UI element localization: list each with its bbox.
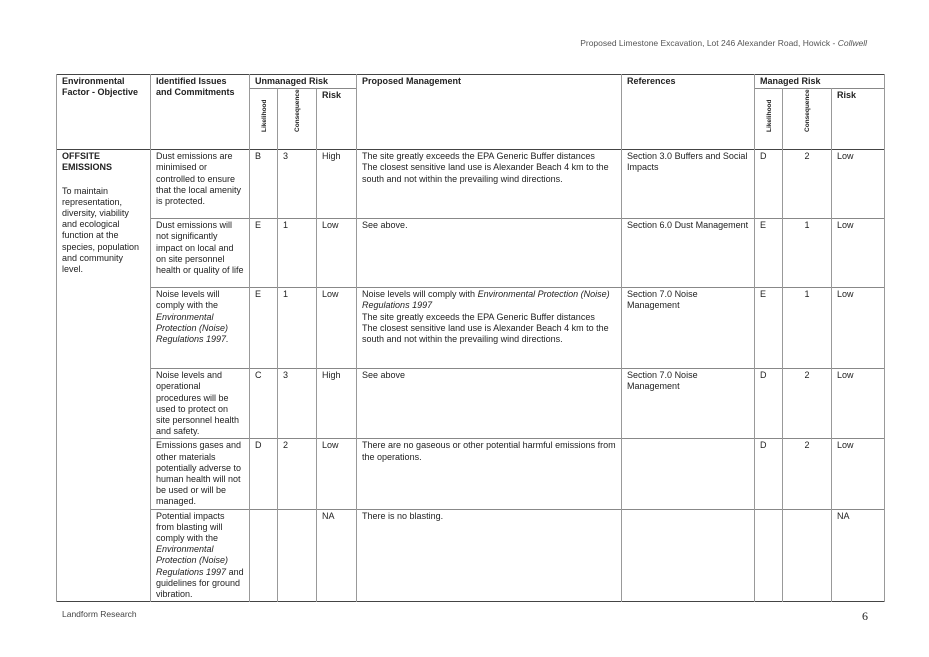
- u-likelihood: B: [250, 150, 278, 219]
- header-references: References: [622, 75, 755, 150]
- management-text: The site greatly exceeds the EPA Generic Buffer distances The closest sensitive land use is Alexander Beach 4 km to the south and not within the prevailing wind directions.: [362, 151, 609, 184]
- page-number: 6: [862, 609, 868, 623]
- u-risk: Low: [317, 288, 357, 369]
- management-text: There are no gaseous or other potential harmful emissions from the operations.: [362, 440, 616, 462]
- u-risk: High: [317, 150, 357, 219]
- page-header: [580, 38, 867, 48]
- header-u-likelihood-label: Likelihood: [260, 99, 268, 132]
- m-likelihood: E: [755, 219, 783, 288]
- management-text: See above.: [362, 220, 408, 231]
- header-u-likelihood: [250, 89, 278, 150]
- m-consequence: 1: [783, 219, 832, 288]
- management-text: See above: [362, 370, 406, 381]
- factor-cell: [57, 150, 151, 602]
- header-title: Proposed Limestone Excavation, Lot 246 Alexander Road, Howick -: [580, 38, 838, 48]
- issue-regulation: Environmental Protection (Noise) Regulations 1997: [156, 544, 229, 577]
- issue-cell: [151, 219, 250, 288]
- m-likelihood: [755, 509, 783, 602]
- m-risk: Low: [832, 150, 885, 219]
- header-managed-risk: Managed Risk: [755, 75, 885, 89]
- risk-table: [56, 74, 885, 602]
- u-consequence: [278, 509, 317, 602]
- u-consequence: 3: [278, 369, 317, 439]
- header-management: Proposed Management: [357, 75, 622, 150]
- u-risk: High: [317, 369, 357, 439]
- management-cell: [357, 509, 622, 602]
- header-m-risk: Risk: [832, 89, 885, 150]
- m-likelihood: D: [755, 369, 783, 439]
- m-consequence: 2: [783, 150, 832, 219]
- m-risk: NA: [832, 509, 885, 602]
- u-likelihood: C: [250, 369, 278, 439]
- issue-text: Dust emissions are minimised or controlled to ensure that the local amenity is protected.: [156, 151, 242, 207]
- issue-text: Emissions gases and other materials potentially adverse to human health will not be used or will be managed.: [156, 440, 242, 507]
- issue-text-end: .: [226, 334, 229, 345]
- header-m-likelihood: [755, 89, 783, 150]
- m-likelihood: E: [755, 288, 783, 369]
- issue-cell: [151, 150, 250, 219]
- management-text: The site greatly exceeds the EPA Generic Buffer distances The closest sensitive land use is Alexander Beach 4 km to the south and not within the prevailing wind directions.: [362, 311, 609, 345]
- m-likelihood: D: [755, 150, 783, 219]
- m-risk: Low: [832, 219, 885, 288]
- m-likelihood: D: [755, 439, 783, 509]
- issue-text: Noise levels and operational procedures will be used to protect on site personnel health and safety.: [156, 370, 240, 437]
- header-unmanaged-risk: Unmanaged Risk: [250, 75, 357, 89]
- factor-description: To maintain representation, diversity, viability and ecological function at the species, population and community level.: [62, 185, 140, 275]
- header-u-consequence: [278, 89, 317, 150]
- management-cell: [357, 369, 622, 439]
- header-author: Collwell: [837, 38, 867, 48]
- management-text: There is no blasting.: [362, 510, 444, 521]
- m-risk: Low: [832, 369, 885, 439]
- reference-cell: Section 3.0 Buffers and Social Impacts: [622, 150, 755, 219]
- issue-cell: [151, 369, 250, 439]
- u-consequence: 1: [278, 219, 317, 288]
- u-consequence: 2: [278, 439, 317, 509]
- issue-text-end: and guidelines for ground vibration.: [156, 566, 244, 600]
- issue-text: Dust emissions will not significantly impact on local and on site personnel health or quality of life: [156, 220, 244, 276]
- footer-company: Landform Research: [62, 609, 137, 619]
- u-likelihood: D: [250, 439, 278, 509]
- factor-title: OFFSITE EMISSIONS: [62, 151, 113, 173]
- u-likelihood: E: [250, 288, 278, 369]
- m-risk: Low: [832, 288, 885, 369]
- u-risk: Low: [317, 219, 357, 288]
- management-cell: [357, 288, 622, 369]
- m-risk: Low: [832, 439, 885, 509]
- header-u-consequence-label: Consequence: [294, 89, 301, 132]
- header-factor: Environmental Factor - Objective: [57, 75, 151, 150]
- u-risk: Low: [317, 439, 357, 509]
- management-cell: [357, 150, 622, 219]
- header-issues: Identified Issues and Commitments: [151, 75, 250, 150]
- header-u-risk: Risk: [317, 89, 357, 150]
- m-consequence: 1: [783, 288, 832, 369]
- issue-text: Potential impacts from blasting will comply with the: [156, 510, 225, 544]
- issue-text: Noise levels will comply with the: [156, 289, 220, 311]
- header-m-consequence-label: Consequence: [804, 89, 812, 132]
- reference-cell: Section 7.0 Noise Management: [622, 369, 755, 439]
- m-consequence: 2: [783, 439, 832, 509]
- u-consequence: 1: [278, 288, 317, 369]
- m-consequence: [783, 509, 832, 602]
- m-consequence: 2: [783, 369, 832, 439]
- u-likelihood: E: [250, 219, 278, 288]
- issue-cell: [151, 288, 250, 369]
- header-m-consequence: [783, 89, 832, 150]
- management-cell: [357, 439, 622, 509]
- header-m-likelihood-label: Likelihood: [765, 99, 773, 132]
- management-cell: [357, 219, 622, 288]
- reference-cell: [622, 439, 755, 509]
- management-pre: Noise levels will comply with: [362, 289, 478, 300]
- reference-cell: Section 7.0 Noise Management: [622, 288, 755, 369]
- u-risk: NA: [317, 509, 357, 602]
- management-regulation: Environmental Protection (Noise) Regulations 1997: [362, 289, 610, 311]
- reference-cell: [622, 509, 755, 602]
- issue-cell: [151, 509, 250, 602]
- issue-cell: [151, 439, 250, 509]
- u-consequence: 3: [278, 150, 317, 219]
- issue-regulation: Environmental Protection (Noise) Regulations 1997: [156, 311, 229, 345]
- u-likelihood: [250, 509, 278, 602]
- reference-cell: Section 6.0 Dust Management: [622, 219, 755, 288]
